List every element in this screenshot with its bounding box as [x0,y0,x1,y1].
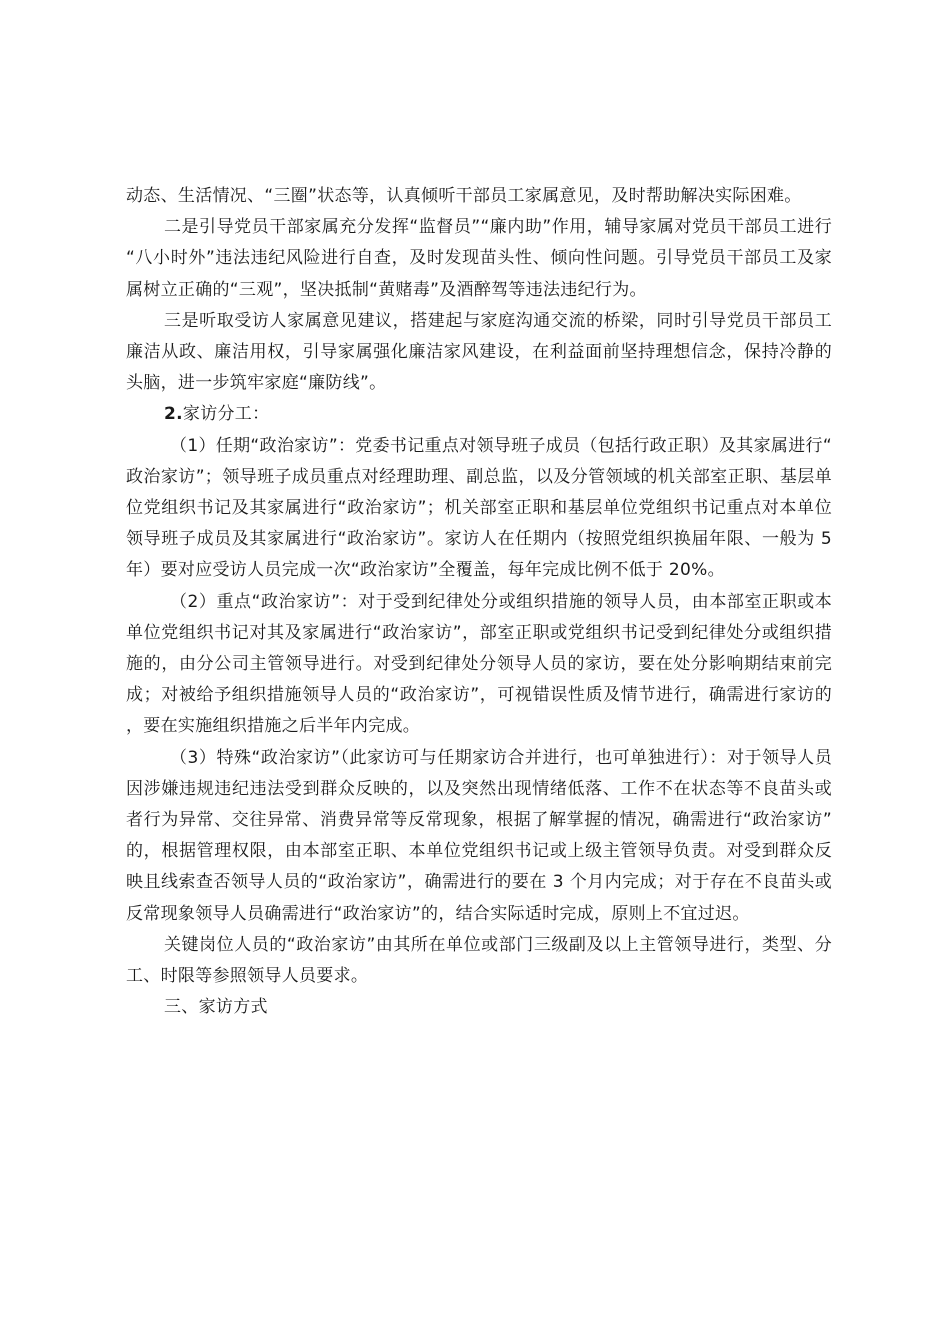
paragraph-key-visit: （2）重点“政治家访”：对于受到纪律处分或组织措施的领导人员，由本部室正职或本单位党组织书记对其及家属进行“政治家访”，部室正职或党组织书记受到纪律处分或组织措施的，由分公司主管领导进行。对受到纪律处分领导人员的家访，要在处分影响期结束前完成；对被给予组织措施领导人员的“政治家访”，可视错误性质及情节进行，确需进行家访的，要在实施组织措施之后半年内完成。 [126,591,832,737]
section-title: 家访分工： [182,404,270,425]
paragraph-special-visit: （3）特殊“政治家访”（此家访可与任期家访合并进行，也可单独进行）：对于领导人员因涉嫌违规违纪违法受到群众反映的，以及突然出现情绪低落、工作不在状态等不良苗头或者行为异常、交往异常、消费异常等反常现象，根据了解掌握的情况，确需进行“政治家访”的，根据管理权限，由本部室正职、本单位党组织书记或上级主管领导负责。对受到群众反映且线索查否领导人员的“政治家访”，确需进行的要在 3 个月内完成；对于存在不良苗头或反常现象领导人员确需进行“政治家访”的，结合实际适时完成，原则上不宜过迟。 [126,747,832,924]
paragraph-supervision: 二是引导党员干部家属充分发挥“监督员”“廉内助”作用，辅导家属对党员干部员工进行“八小时外”违法违纪风险进行自查，及时发现苗头性、倾向性问题。引导党员干部员工及家属树立正确的“三观”，坚决抵制“黄赌毒”及酒醉驾等违法违纪行为。 [126,217,832,300]
paragraph-continuation: 动态、生活情况、“三圈”状态等，认真倾听干部员工家属意见，及时帮助解决实际困难。 [126,186,802,206]
section-heading-methods: 三、家访方式 [164,997,268,1018]
section-heading-division [126,399,832,430]
paragraph-key-positions: 关键岗位人员的“政治家访”由其所在单位或部门三级副及以上主管领导进行，类型、分工、时限等参照领导人员要求。 [126,934,832,987]
section-number: 2. [164,404,183,425]
paragraph-term-visit: （1）任期“政治家访”：党委书记重点对领导班子成员（包括行政正职）及其家属进行“政治家访”；领导班子成员重点对经理助理、副总监，以及分管领域的机关部室正职、基层单位党组织书记及其家属进行“政治家访”；机关部室正职和基层单位党组织书记重点对本单位领导班子成员及其家属进行“政治家访”。家访人在任期内（按照党组织换届年限、一般为 5 年）要对应受访人员完成一次“政治家访”全覆盖，每年完成比例不低于 20%。 [126,435,832,581]
document-body [126,181,832,1023]
paragraph-listening: 三是听取受访人家属意见建议，搭建起与家庭沟通交流的桥梁，同时引导党员干部员工廉洁从政、廉洁用权，引导家属强化廉洁家风建设，在利益面前坚持理想信念，保持冷静的头脑，进一步筑牢家庭“廉防线”。 [126,310,832,394]
